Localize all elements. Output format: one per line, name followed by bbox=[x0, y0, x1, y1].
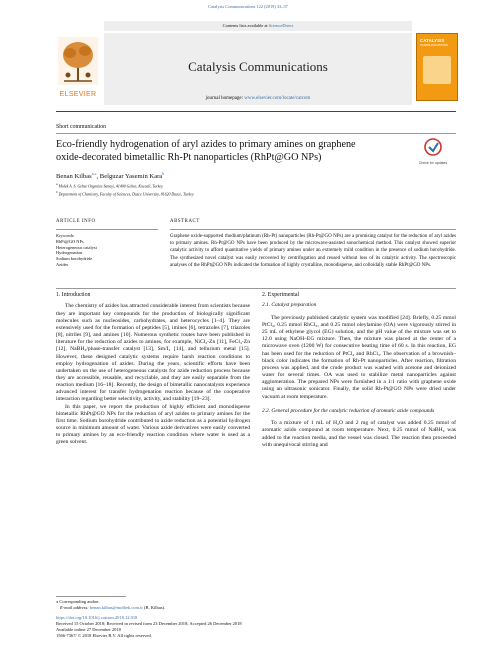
author-1-marks[interactable]: a,⁎ bbox=[91, 171, 97, 176]
tree-icon bbox=[58, 37, 98, 85]
homepage-link[interactable]: www.elsevier.com/locate/catcom bbox=[244, 96, 311, 101]
left-column bbox=[56, 292, 250, 447]
affiliation-b bbox=[56, 190, 194, 198]
corresponding-text: Corresponding author. bbox=[59, 599, 100, 604]
doi-link[interactable]: https://doi.org/10.1016/j.catcom.2018.12.018 bbox=[56, 615, 138, 620]
abstract-heading: ABSTRACT bbox=[170, 219, 200, 224]
author-separator: , bbox=[96, 173, 100, 181]
article-type: Short communication bbox=[56, 124, 107, 130]
keyword-item: Hydrogenation bbox=[56, 250, 83, 256]
keywords-label: Keywords: bbox=[56, 233, 75, 238]
right-column bbox=[262, 292, 456, 449]
affiliation-a bbox=[56, 182, 194, 190]
intro-heading: 1. Introduction bbox=[56, 292, 91, 298]
homepage-prefix: journal homepage: bbox=[205, 96, 245, 101]
abstract-rule bbox=[170, 229, 456, 230]
article-type-rule bbox=[56, 133, 456, 134]
contents-line bbox=[104, 23, 412, 29]
subsection-2-1-paragraph: The previously published catalytic system was modified [24]. Briefly, 0.25 mmol PtCl₄, 0.25 mmol RhCl₃, and 0.25 mmol oleylamine (OA) were vigorously stirred in 25 mL of ethylene glycol (EG) solution, and the pH value of the mixture was set to 12.0 using NaOH–EG mixture. Then, the mixture was placed at the center of a microwave oven (1200 W) for consecutive heating time of 60 s. In this reaction, EG has been used for the reduction of PtCl₄ and RhCl₃. The observation of a brownish–black color indicates the formation of Rh-Pt nanoparticles. After reaction, filtration process was applied, and the crude product was washed with acetone and deionized water for several times. OA was used to stabilize metal nanoparticles against agglomeration. The prepared NPs were furnished in a 1:1 ratio with graphene oxide using an ultrasonic sonicator. Finally, the solid Rh-Pt@GO NPs were dried under vacuum at room temperature. bbox=[262, 314, 456, 400]
available-online: Available online 27 December 2018 bbox=[56, 627, 121, 632]
sciencedirect-link[interactable]: ScienceDirect bbox=[268, 23, 294, 28]
affiliations bbox=[56, 182, 194, 197]
contents-prefix: Contents lists available at bbox=[222, 23, 269, 28]
author-2: Belguzar Yasemin Kara bbox=[99, 173, 163, 181]
cover-graphic bbox=[423, 56, 451, 84]
footnote-rule bbox=[56, 596, 126, 597]
subsection-2-1-heading: 2.1. Catalyst preparation bbox=[262, 302, 317, 309]
title-line-1: Eco-friendly hydrogenation of aryl azides to primary amines on graphene bbox=[56, 139, 356, 150]
affiliation-a-text: Molek A. S. Gebze Organize Sanayi, 41400 Gebze, Kocaeli, Turkey bbox=[58, 184, 163, 189]
crossmark-icon bbox=[418, 138, 448, 156]
affiliation-b-text: Department of Chemistry, Faculty of Sciences, Duzce University, 81620 Duzce, Turkey bbox=[58, 191, 194, 196]
email-link[interactable]: benan.kilbas@molbek.com.tr bbox=[89, 605, 143, 610]
crossmark-badge[interactable] bbox=[418, 138, 448, 164]
article-title bbox=[56, 139, 406, 164]
running-header: Catalysis Communications 122 (2019) 33–37 bbox=[208, 4, 288, 9]
intro-paragraph-2: In this paper, we report the production of highly efficient and monodisperse bimetallic RhPt@GO NPs for the reduction of aryl azides to primary amines for the first time. Sodium borohydride contributed to azide reduction as a potential hydrogen source in minimum amount of water. Various azide derivatives were easily converted to primary amines by an eco-friendly reaction condition where water is used as a green solvent. bbox=[56, 403, 250, 446]
masthead-rule bbox=[56, 111, 456, 112]
intro-paragraph-1: The chemistry of azides has attracted considerable interest from scientists because they are important key compounds for the production of biologically significant molecules such as nucleosides, carbohydrates, and heterocycles [1–4]. They are extensively used for the formation of peptides [5], imines [6], tetrazoles [7], triazoles [8], nitriles [9], and amines [10]. Numerous synthetic routes have been published in literature for the reduction of azides to amines, for example, NiCl₂-Zn [11], FeCl₃-Zn [12], NaBH₄/phase-transfer catalyst [13], Sm/I₂ [14], and tellurium metal [15]. However, these designed catalytic systems require harsh reaction conditions to employ hydrogenation of azides. During the years, scientific efforts have been undertaken on the use of heterogeneous catalysts for azide reduction process because they are accessible, reusable, and recyclable, and they are easily separable from the reaction medium [16–18]. Recently, the design of bimetallic nanocatalysts experience advanced interest for transfer hydrogenation reaction because of the cooperative interaction regarding better selectivity, activity, and stability [19–23]. bbox=[56, 303, 250, 403]
affiliation-b-mark: b bbox=[56, 189, 58, 194]
abstract-text: Graphene oxide-supported rhodium/platinum (Rh-Pt) nanoparticles (Rh-Pt@GO NPs) are a promising catalyst for the reduction of aryl azides to primary amines. Rh-Pt@GO NPs have been produced by the microwave-assisted sonochemical method. This catalyst showed superior catalytic activity to afford quantitative yields of primary amines under an extremely mild condition in the presence of sodium borohydride. The synthesized novel catalyst was easily recovered by centrifugation and reused without loss of its catalytic activity. The spectroscopic analyses of the RhPt@GO NPs indicated the formation of highly crystalline, monodisperse, and colloidally stable RhPt@GO NPs. bbox=[170, 234, 456, 268]
keyword-item: Heterogeneous catalyst bbox=[56, 244, 97, 250]
title-line-2: oxide-decorated bimetallic Rh-Pt nanoparticles (RhPt@GO NPs) bbox=[56, 151, 322, 163]
authors bbox=[56, 170, 164, 181]
subsection-2-2-heading: 2.2. General procedure for the catalytic reduction of aromatic azide compounds bbox=[262, 407, 435, 414]
experimental-heading: 2. Experimental bbox=[262, 292, 300, 298]
publisher-name: ELSEVIER bbox=[59, 91, 97, 98]
corresponding-mark: ⁎ bbox=[56, 599, 59, 604]
author-1: Benan Kilbas bbox=[56, 173, 92, 181]
subsection-2-1-body bbox=[262, 315, 456, 401]
crossmark-label: Check for updates bbox=[418, 161, 448, 165]
intro-body bbox=[56, 303, 250, 446]
homepage-line bbox=[104, 96, 412, 102]
received-dates: Received 15 October 2018; Received in revised form 23 December 2018; Accepted 26 December 2018 bbox=[56, 621, 242, 626]
cover-subtitle: COMMUNICATIONS bbox=[420, 43, 448, 47]
front-matter-rule bbox=[56, 288, 456, 289]
email-label: E-mail address: bbox=[60, 605, 90, 610]
article-info-rule bbox=[56, 229, 158, 230]
keyword-item: RhPt@GO NPs bbox=[56, 238, 84, 244]
elsevier-tree-logo bbox=[58, 37, 98, 98]
masthead bbox=[56, 21, 412, 111]
subsection-2-2-paragraph: To a mixture of 1 mL of H₂O and 2 mg of catalyst was added 0.25 mmol of aromatic azido compound at room temperature. Next, 0.25 mmol of NaBH₄ was added to the reaction media, and the vessel was closed. The reaction then proceeded with unequivocal stirring and bbox=[262, 420, 456, 448]
keywords-block bbox=[56, 233, 161, 268]
keyword-item: Sodium borohydride bbox=[56, 256, 93, 262]
article-info-heading: ARTICLE INFO bbox=[56, 219, 96, 224]
email-suffix: (B. Kilbas). bbox=[142, 605, 166, 610]
keyword-item: Azides bbox=[56, 261, 69, 267]
footer bbox=[56, 599, 456, 639]
cover-title: CATALYSIS bbox=[420, 38, 445, 43]
copyright: 1566-7367/ © 2018 Elsevier B.V. All rights reserved. bbox=[56, 633, 152, 638]
author-2-marks[interactable]: b bbox=[162, 171, 165, 176]
subsection-2-2-body bbox=[262, 420, 456, 449]
journal-name: Catalysis Communications bbox=[188, 59, 328, 74]
journal-cover[interactable] bbox=[416, 33, 458, 101]
affiliation-a-mark: a bbox=[56, 182, 58, 186]
